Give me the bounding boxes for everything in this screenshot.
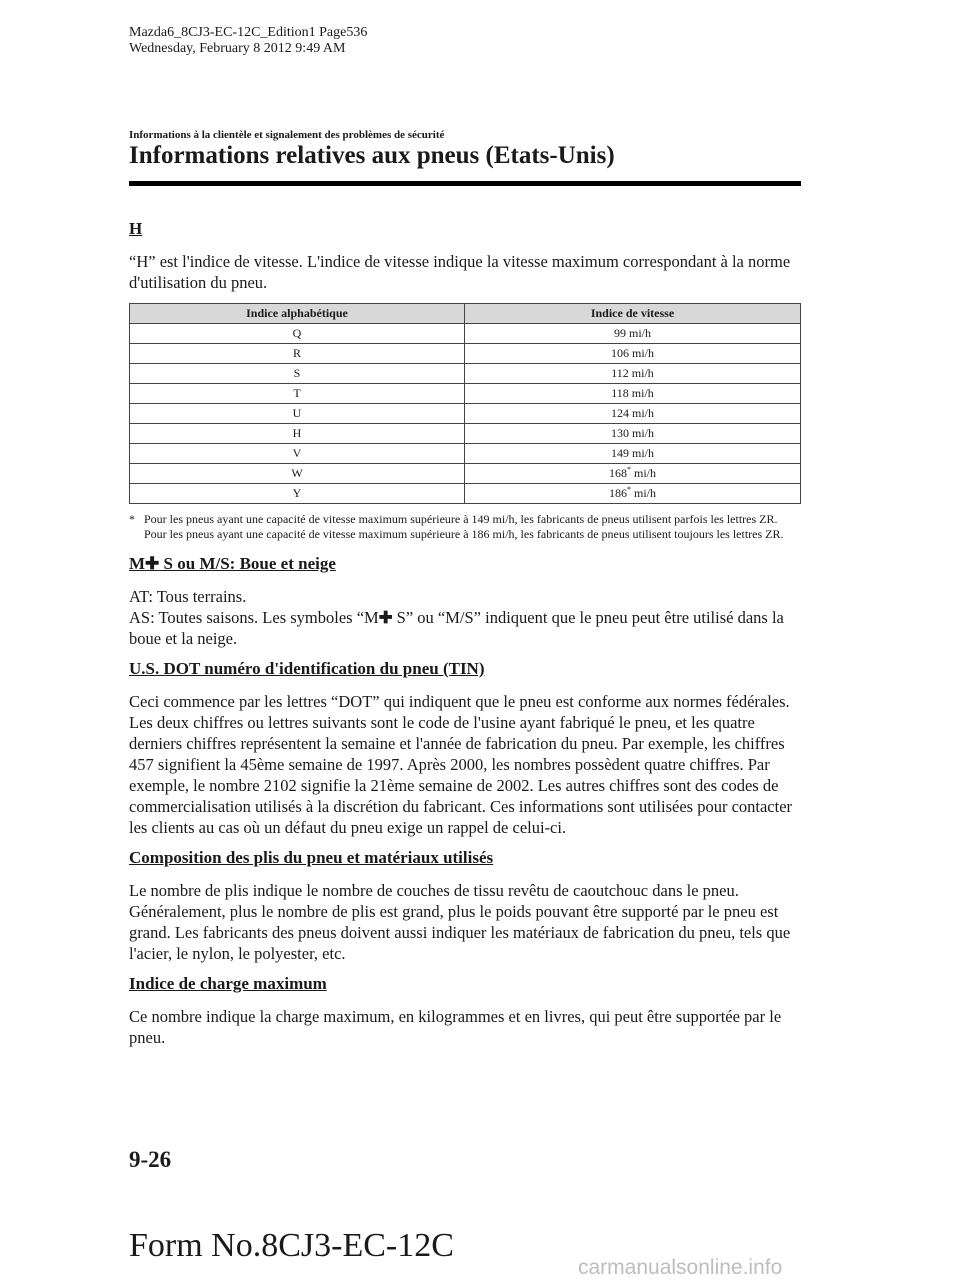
table-row xyxy=(130,444,801,464)
speed-heading: H xyxy=(129,219,143,238)
letter-cell: R xyxy=(130,344,465,364)
form-number: Form No.8CJ3-EC-12C xyxy=(129,1227,454,1264)
tin-heading: U.S. DOT numéro d'identification du pneu (TIN) xyxy=(129,659,485,678)
letter-cell: V xyxy=(130,444,465,464)
speed-cell xyxy=(465,464,801,484)
load-heading: Indice de charge maximum xyxy=(129,974,327,993)
letter-cell: H xyxy=(130,424,465,444)
plus-icon: ✚ xyxy=(378,608,393,627)
page-title: Informations relatives aux pneus (Etats-Unis) xyxy=(129,142,615,169)
table-row xyxy=(130,464,801,484)
print-metadata xyxy=(129,25,367,57)
speed-cell: 130 mi/h xyxy=(465,424,801,444)
letter-cell: S xyxy=(130,364,465,384)
ply-paragraph: Le nombre de plis indique le nombre de couches de tissu revêtu de caoutchouc dans le pneu. Généralement, plus le nombre de plis est grand, plus le poids pouvant être supporté par le pneu est grand. Les fabricants des pneus doivent aussi indiquer les matériaux de fabrication du pneu, tels que l'acier, le nylon, le polyester, etc. xyxy=(129,881,791,963)
letter-cell: U xyxy=(130,404,465,424)
section-label: Informations à la clientèle et signalement des problèmes de sécurité xyxy=(129,129,445,141)
print-file-info: Mazda6_8CJ3-EC-12C_Edition1 Page536 xyxy=(129,25,368,40)
table-row xyxy=(130,424,801,444)
load-paragraph: Ce nombre indique la charge maximum, en kilogrammes et en livres, qui peut être supportée par le pneu. xyxy=(129,1007,782,1047)
speed-cell: 106 mi/h xyxy=(465,344,801,364)
speed-cell: 112 mi/h xyxy=(465,364,801,384)
speed-paragraph: “H” est l'indice de vitesse. L'indice de vitesse indique la vitesse maximum correspondant à la norme d'utilisation du pneu. xyxy=(129,252,791,292)
ply-heading: Composition des plis du pneu et matériaux utilisés xyxy=(129,848,494,867)
speed-unit: mi/h xyxy=(630,466,656,480)
speed-cell: 99 mi/h xyxy=(465,324,801,344)
speed-cell: 118 mi/h xyxy=(465,384,801,404)
column-header-speed: Indice de vitesse xyxy=(465,304,801,324)
mud-snow-heading xyxy=(129,554,801,574)
letter-cell: T xyxy=(130,384,465,404)
speed-cell: 124 mi/h xyxy=(465,404,801,424)
table-row xyxy=(130,384,801,404)
speed-unit: mi/h xyxy=(630,486,656,500)
footnote-mark: * xyxy=(129,512,135,526)
plus-icon: ✚ xyxy=(145,554,160,573)
column-header-letter: Indice alphabétique xyxy=(130,304,465,324)
letter-cell: W xyxy=(130,464,465,484)
footnote-ref: * xyxy=(626,485,631,494)
speed-value: 186 xyxy=(608,486,627,500)
table-row xyxy=(130,324,801,344)
page-content xyxy=(129,219,801,1058)
table-row xyxy=(130,364,801,384)
heading-prefix: M xyxy=(129,554,146,573)
heading-suffix: S ou M/S: Boue et neige xyxy=(159,554,336,573)
mud-snow-paragraph xyxy=(129,586,801,649)
speed-rating-table xyxy=(129,303,801,504)
title-rule xyxy=(129,181,801,186)
table-footnote xyxy=(129,512,801,542)
speed-value: 168 xyxy=(608,466,627,480)
table-header-row xyxy=(130,304,801,324)
page-number: 9-26 xyxy=(129,1147,172,1172)
table-row xyxy=(130,404,801,424)
watermark: carmanualsonline.info xyxy=(578,1256,783,1279)
speed-cell: 149 mi/h xyxy=(465,444,801,464)
table-row xyxy=(130,344,801,364)
table-row xyxy=(130,484,801,504)
letter-cell: Y xyxy=(130,484,465,504)
print-timestamp: Wednesday, February 8 2012 9:49 AM xyxy=(129,41,346,56)
footnote-ref: * xyxy=(626,465,631,474)
footnote-text: Pour les pneus ayant une capacité de vitesse maximum supérieure à 149 mi/h, les fabricants de pneus utilisent parfois les lettres ZR. Pour les pneus ayant une capacité de vitesse maximum supérieure à 186 mi/h, les fabricants de pneus utilisent toujours les lettres ZR. xyxy=(144,512,784,541)
all-season-prefix: AS: Toutes saisons. Les symboles “M xyxy=(129,608,379,627)
speed-cell xyxy=(465,484,801,504)
tin-paragraph: Ceci commence par les lettres “DOT” qui indiquent que le pneu est conforme aux normes fédérales. Les deux chiffres ou lettres suivants sont le code de l'usine ayant fabriqué le pneu, et les quatre derniers chiffres représentent la semaine et l'année de fabrication du pneu. Par exemple, les chiffres 457 signifient la 45ème semaine de 1997. Après 2000, les nombres possèdent quatre chiffres. Par exemple, le nombre 2102 signifie la 21ème semaine de 2002. Les autres chiffres sont des codes de commercialisation utilisés à la discrétion du fabricant. Ces informations sont utilisées pour contacter les clients au cas où un défaut du pneu exige un rappel de celui-ci. xyxy=(129,692,793,837)
all-season-suffix: S” ou “M/S” indiquent que le pneu peut être utilisé dans la boue et la neige. xyxy=(129,608,784,648)
letter-cell: Q xyxy=(130,324,465,344)
all-terrain-line: AT: Tous terrains. xyxy=(129,587,247,606)
